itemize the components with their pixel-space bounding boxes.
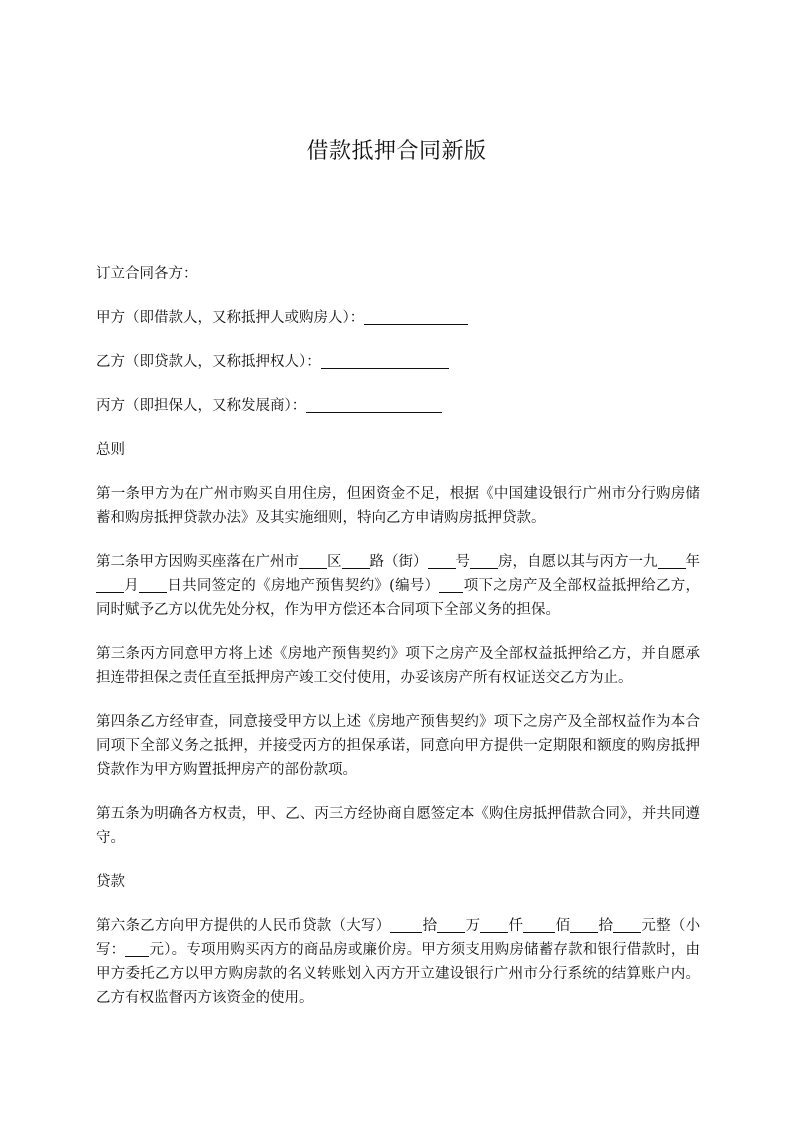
amount-blank: [570, 918, 598, 933]
party-c-blank: [306, 398, 442, 413]
amount-blank: [480, 918, 508, 933]
contract-number-blank: [439, 578, 463, 593]
month-blank: [96, 578, 124, 593]
district-blank: [299, 554, 327, 569]
party-b-line: [96, 350, 700, 374]
article-6-text: 元整（小写：: [96, 918, 701, 958]
article-6-text: 佰: [555, 918, 571, 934]
party-b-blank: [321, 354, 449, 369]
article-6-text: 第六条乙方向甲方提供的人民币贷款（大写）: [96, 918, 391, 934]
article-2-text: 号: [455, 554, 470, 570]
day-blank: [139, 578, 167, 593]
section-heading-general: 总则: [96, 442, 125, 458]
amount-figure-blank: [125, 942, 149, 957]
article-6-text: 拾: [422, 918, 438, 934]
article-3: 第三条丙方同意甲方将上述《房地产预售契约》项下之房产及全部权益抵押给乙方，并自愿承担连带担保之责任直至抵押房产竣工交付使用，办妥该房产所有权证送交乙方为止。: [96, 646, 700, 686]
number-blank: [428, 554, 456, 569]
article-2: [96, 550, 700, 622]
article-1: 第一条甲方为在广州市购买自用住房，但困资金不足，根据《中国建设银行广州市分行购房储蓄和购房抵押贷款办法》及其实施细则，特向乙方申请购房抵押贷款。: [96, 486, 700, 526]
amount-blank: [390, 918, 422, 933]
article-2-text: 区: [327, 554, 342, 570]
party-a-blank: [364, 310, 468, 325]
article-2-text: 房，自愿以其与丙方一九: [498, 554, 658, 570]
amount-blank: [523, 918, 555, 933]
section-heading-loan: 贷款: [96, 874, 125, 890]
article-6-text: 万: [465, 918, 481, 934]
document-title: 借款抵押合同新版: [306, 139, 487, 164]
article-6: [96, 914, 700, 1010]
party-a-label: 甲方（即借款人，又称抵押人或购房人）：: [96, 310, 365, 326]
article-2-text: 日共同签定的《房地产预售契约》(编号）: [167, 578, 440, 594]
party-c-line: [96, 394, 700, 418]
article-2-text: 年: [685, 554, 700, 570]
party-c-label: 丙方（即担保人，又称发展商）：: [96, 398, 307, 414]
article-5: 第五条为明确各方权责，甲、乙、丙三方经协商自愿签定本《购住房抵押借款合同》，并共同遵守。: [96, 806, 700, 846]
article-6-text: 仟: [508, 918, 524, 934]
year-blank: [658, 554, 686, 569]
article-4: 第四条乙方经审查，同意接受甲方以上述《房地产预售契约》项下之房产及全部权益作为本合同项下全部义务之抵押，并接受丙方的担保承诺，同意向甲方提供一定期限和额度的购房抵押贷款作为甲方购置抵押房产的部份款项。: [96, 714, 700, 778]
party-b-label: 乙方（即贷款人，又称抵押权人）：: [96, 354, 321, 370]
article-2-text: 路（街）: [369, 554, 428, 570]
article-2-text: 月: [124, 578, 140, 594]
article-2-text: 第二条甲方因购买座落在广州市: [96, 554, 299, 570]
road-blank: [342, 554, 370, 569]
article-6-text: 拾: [598, 918, 614, 934]
party-a-line: [96, 306, 700, 330]
intro-paragraph: 订立合同各方：: [96, 266, 198, 282]
article-2-text: 项下之房产及全部权益抵押给乙方，同时赋予乙方以优先处分权，作为甲方偿还本合同项下全部义务的担保。: [96, 578, 701, 618]
room-blank: [470, 554, 498, 569]
amount-blank: [437, 918, 465, 933]
document-body: [96, 262, 700, 1010]
article-6-text: 元）。专项用购买丙方的商品房或廉价房。甲方须支用购房储蓄存款和银行借款时，由甲方委托乙方以甲方购房款的名义转账划入丙方开立建设银行广州市分行系统的结算账户内。乙方有权监督丙方该资金的使用。: [96, 942, 701, 1006]
amount-blank: [613, 918, 641, 933]
